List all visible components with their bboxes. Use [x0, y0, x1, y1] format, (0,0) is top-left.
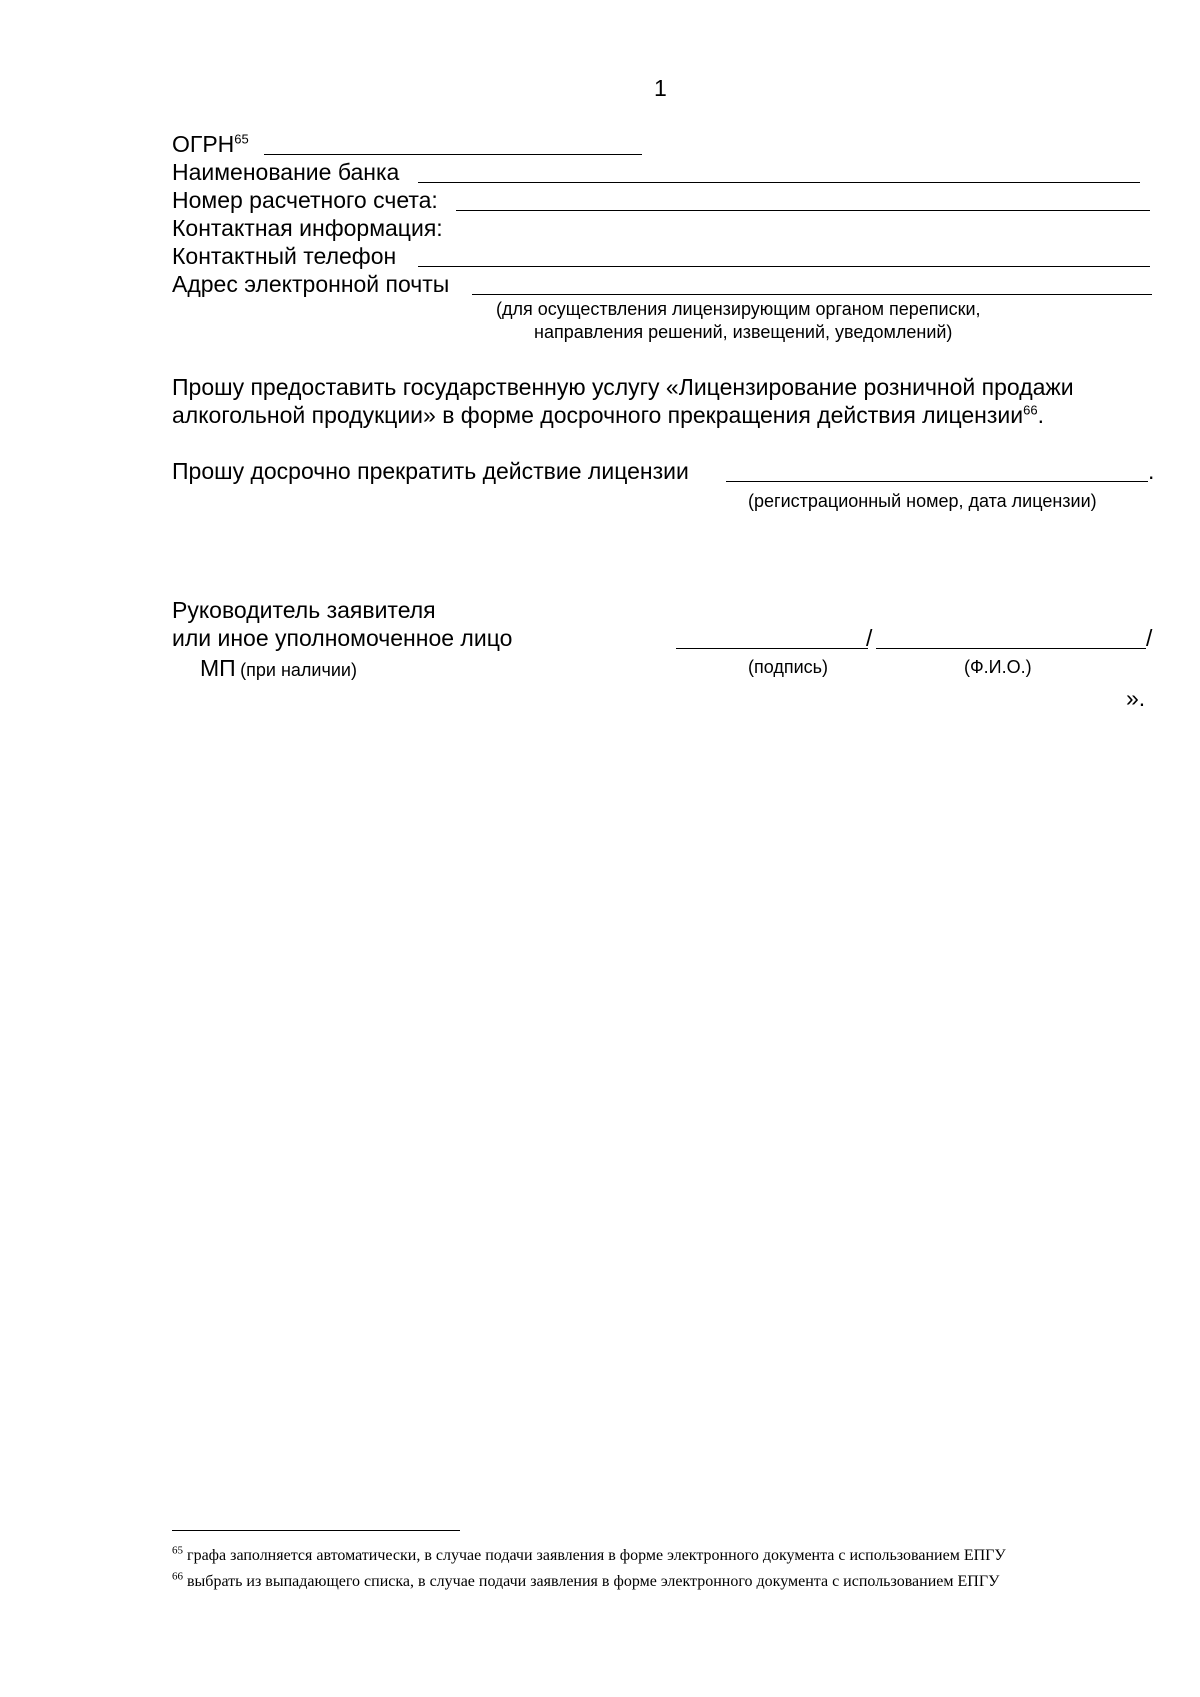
- ogrn-label-text: ОГРН: [172, 131, 235, 157]
- footnote-separator: [172, 1530, 460, 1531]
- request-line2: [172, 401, 1044, 429]
- termination-note: (регистрационный номер, дата лицензии): [748, 491, 1097, 511]
- head-line2: или иное уполномоченное лицо: [172, 625, 513, 651]
- slash-2: /: [1146, 625, 1153, 651]
- footnote-ref-65: 65: [234, 131, 249, 147]
- email-note-line2: направления решений, извещений, уведомлений): [534, 322, 953, 342]
- footnote-66: [172, 1572, 999, 1592]
- request-line2-end: .: [1037, 402, 1044, 428]
- phone-input-line[interactable]: [418, 266, 1150, 267]
- sign-label: (подпись): [748, 657, 829, 677]
- stamp-note: (при наличии): [240, 660, 357, 680]
- email-label: Адрес электронной почты: [172, 271, 450, 297]
- footnote-65-ref: 65: [172, 1544, 183, 1557]
- page-number: 1: [654, 75, 667, 101]
- stamp-text: МП: [200, 655, 236, 681]
- ogrn-label: [172, 130, 249, 158]
- footnote-66-ref: 66: [172, 1570, 183, 1583]
- footnote-65-text: графа заполняется автоматически, в случае подачи заявления в форме электронного документа с использованием ЕПГУ: [183, 1547, 1006, 1564]
- request-line2-text: алкогольной продукции» в форме досрочного прекращения действия лицензии: [172, 402, 1024, 428]
- slash-1: /: [866, 625, 873, 651]
- name-input-line[interactable]: [876, 648, 1146, 649]
- email-input-line[interactable]: [472, 294, 1152, 295]
- account-input-line[interactable]: [456, 210, 1150, 211]
- termination-text: Прошу досрочно прекратить действие лицензии: [172, 458, 689, 484]
- footnote-66-text: выбрать из выпадающего списка, в случае подачи заявления в форме электронного документа с использованием ЕПГУ: [183, 1573, 1000, 1590]
- request-line1: Прошу предоставить государственную услугу «Лицензирование розничной продажи: [172, 374, 1074, 400]
- license-input-line[interactable]: [726, 481, 1148, 482]
- bank-input-line[interactable]: [418, 182, 1140, 183]
- email-note-line1: (для осуществления лицензирующим органом переписки,: [496, 299, 981, 319]
- footnote-65: [172, 1546, 1006, 1566]
- closing-quote: ».: [1126, 685, 1146, 711]
- phone-label: Контактный телефон: [172, 243, 397, 269]
- signature-input-line[interactable]: [676, 648, 868, 649]
- ogrn-input-line[interactable]: [264, 154, 642, 155]
- footnote-ref-66: 66: [1023, 402, 1038, 418]
- stamp-label: [200, 654, 357, 682]
- head-line1: Руководитель заявителя: [172, 597, 436, 623]
- termination-end: .: [1148, 458, 1155, 484]
- bank-label: Наименование банка: [172, 159, 400, 185]
- contact-info-label: Контактная информация:: [172, 215, 443, 241]
- account-label: Номер расчетного счета:: [172, 187, 438, 213]
- fio-label: (Ф.И.О.): [964, 657, 1032, 677]
